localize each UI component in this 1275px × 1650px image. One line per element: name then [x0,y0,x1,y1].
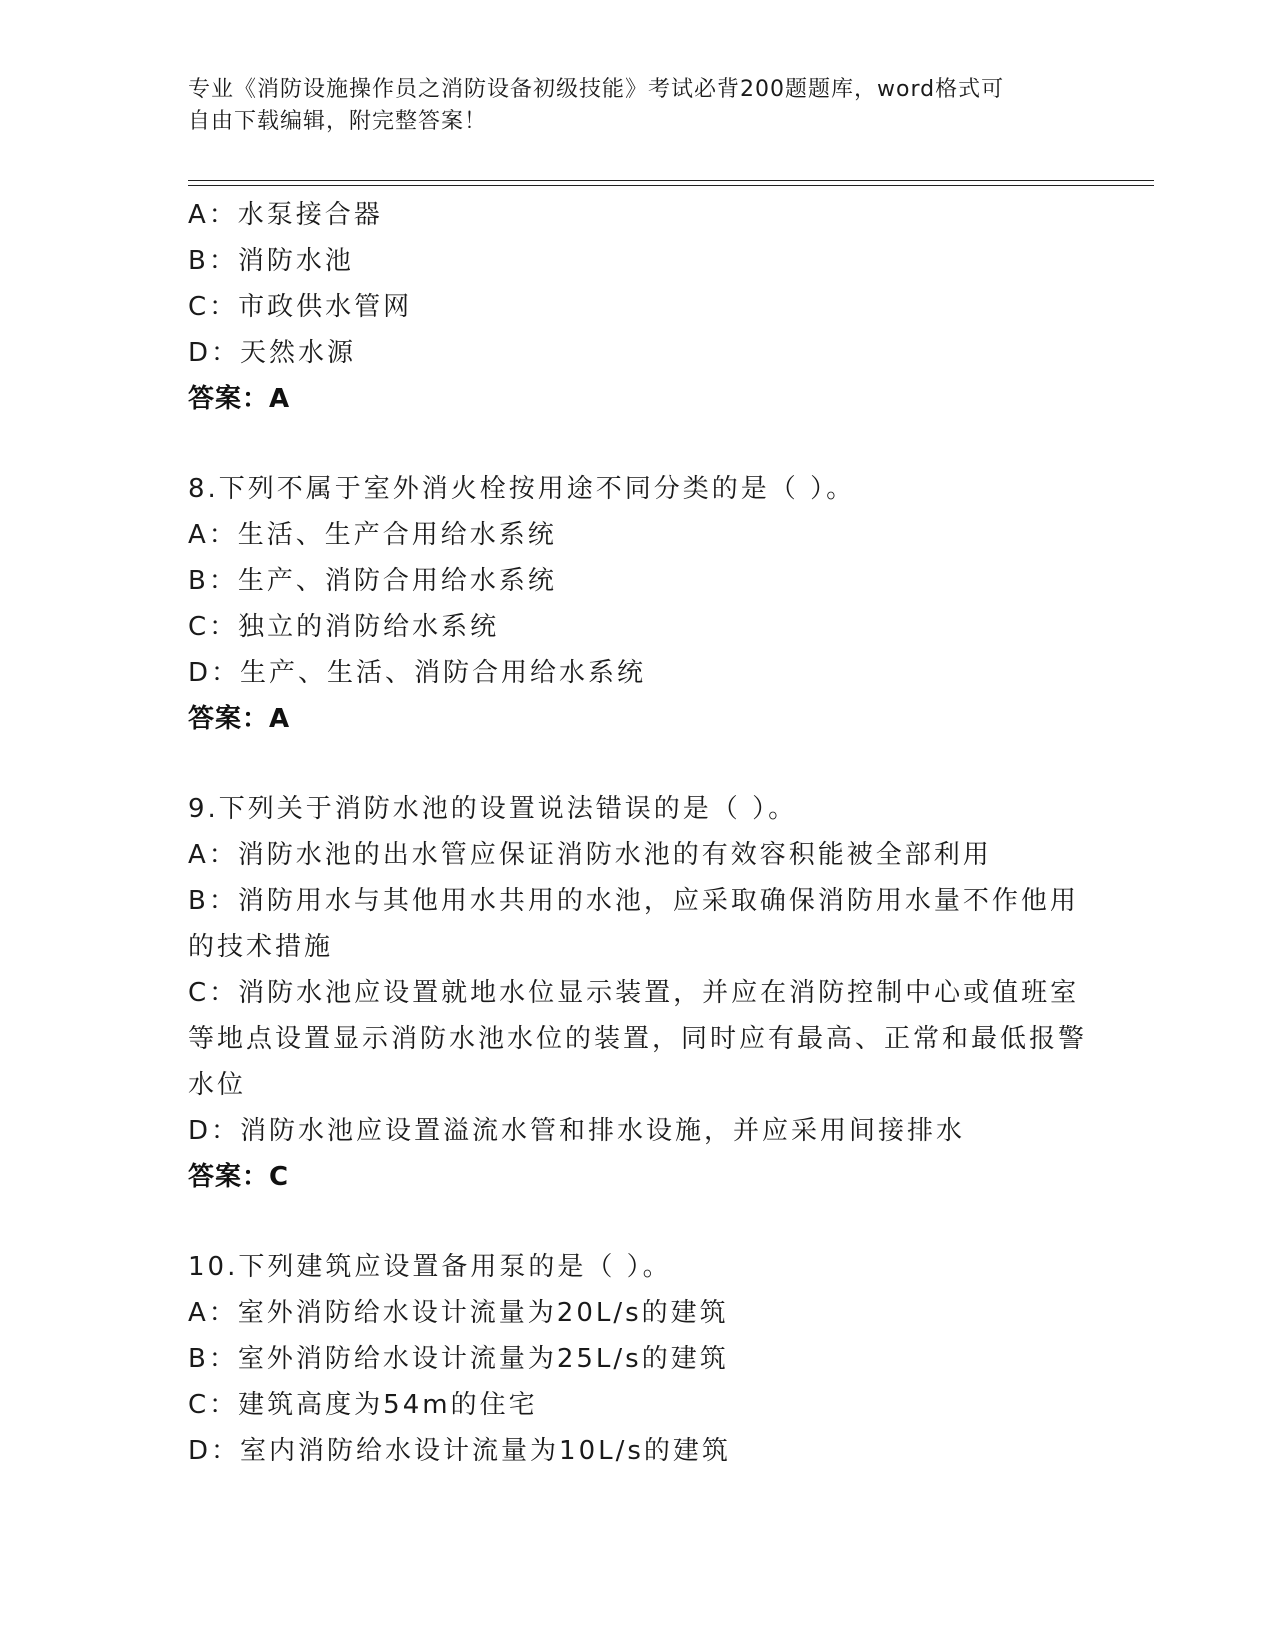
option-c: C：市政供水管网 [188,292,413,322]
option-a: A：生活、生产合用给水系统 [188,520,557,550]
option-a: A：水泵接合器 [188,200,383,230]
option-c: C：建筑高度为54m的住宅 [188,1390,538,1420]
question-8-block [188,466,1088,742]
option-a: A：室外消防给水设计流量为20L/s的建筑 [188,1298,729,1328]
header-divider-bottom [188,185,1154,186]
option-c: C：独立的消防给水系统 [188,612,500,642]
question-9-block [188,786,1088,1200]
question-10-block [188,1244,1088,1474]
option-d: D：天然水源 [188,338,357,368]
option-c: C：消防水池应设置就地水位显示装置，并应在消防控制中心或值班室等地点设置显示消防水池水位的装置，同时应有最高、正常和最低报警水位 [188,978,1088,1100]
option-b: B：室外消防给水设计流量为25L/s的建筑 [188,1344,729,1374]
document-header [188,74,1068,138]
question-list [188,192,1088,1474]
question-text: 8.下列不属于室外消火栓按用途不同分类的是（ ）。 [188,474,856,504]
header-divider-top [188,180,1154,181]
option-d: D：室内消防给水设计流量为10L/s的建筑 [188,1436,731,1466]
answer-line: 答案：A [188,704,291,734]
question-text: 10.下列建筑应设置备用泵的是（ ）。 [188,1252,672,1282]
header-line-1: 专业《消防设施操作员之消防设备初级技能》考试必背200题题库，word格式可 [188,77,1005,102]
question-text: 9.下列关于消防水池的设置说法错误的是（ ）。 [188,794,798,824]
answer-line: 答案：A [188,384,291,414]
question-7-block [188,192,1088,422]
header-line-2: 自由下载编辑，附完整答案！ [188,109,488,134]
option-d: D：生产、生活、消防合用给水系统 [188,658,647,688]
option-b: B：消防水池 [188,246,354,276]
answer-line: 答案：C [188,1162,290,1192]
option-a: A：消防水池的出水管应保证消防水池的有效容积能被全部利用 [188,840,992,870]
option-b: B：消防用水与其他用水共用的水池，应采取确保消防用水量不作他用的技术措施 [188,886,1079,962]
option-d: D：消防水池应设置溢流水管和排水设施，并应采用间接排水 [188,1116,966,1146]
option-b: B：生产、消防合用给水系统 [188,566,557,596]
